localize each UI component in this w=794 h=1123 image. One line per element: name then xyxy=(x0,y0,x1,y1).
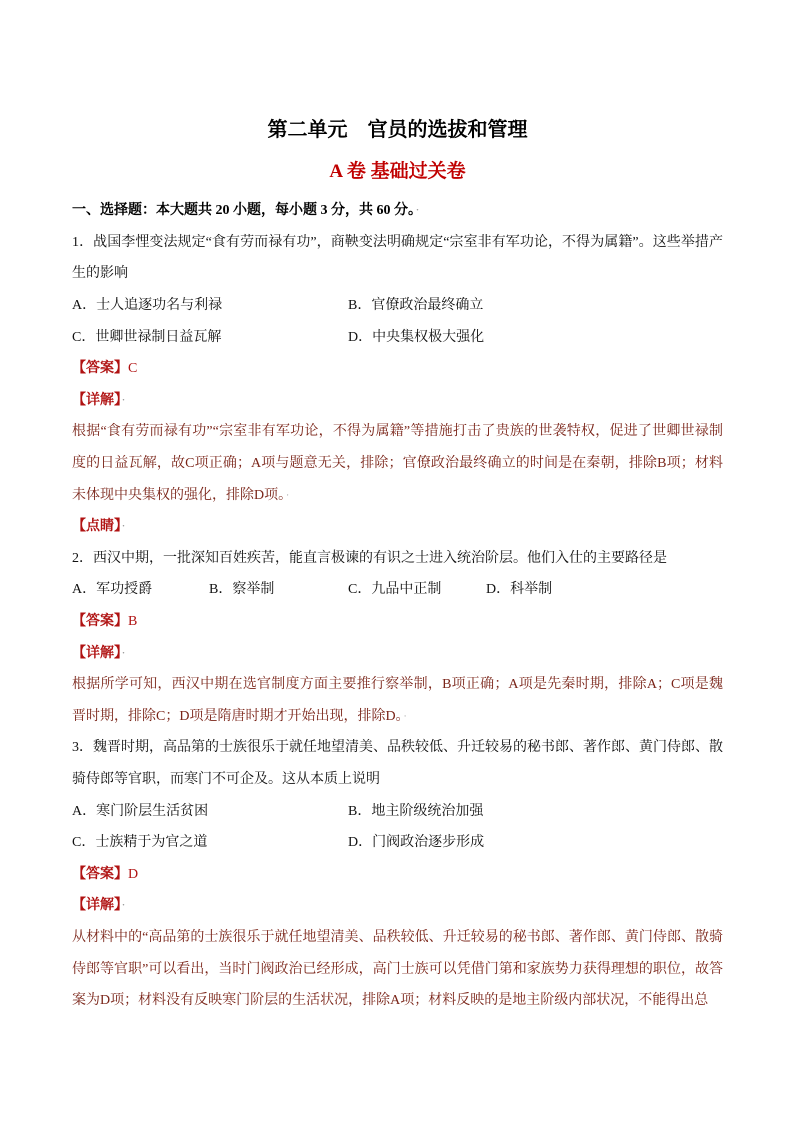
option-d: D．科举制 xyxy=(486,582,553,598)
answer-line xyxy=(72,859,723,891)
question-3 xyxy=(72,732,723,1016)
option-c: C．九品中正制 xyxy=(348,582,442,598)
option-b: B．地主阶级统治加强 xyxy=(348,803,484,819)
detail-label: 【详解】 · xyxy=(72,898,125,913)
option-d: D．门阀政治逐步形成 xyxy=(348,835,485,851)
options-row xyxy=(72,290,723,322)
detail-label-line xyxy=(72,890,723,922)
detail-label-line xyxy=(72,385,723,417)
answer-label: 【答案】 xyxy=(72,361,128,377)
page-title: 第二单元 官员的选拔和管理 xyxy=(267,119,528,141)
options-row xyxy=(72,796,723,828)
question-stem: 3．魏晋时期，高品第的士族很乐于就任地望清美、品秩较低、升迁较易的秘书郎、著作郎、黄门侍郎、散骑侍郎等官职，而寒门不可企及。这从本质上说明 xyxy=(72,740,723,787)
question-stem: 1．战国李悝变法规定“食有劳而禄有功”，商鞅变法明确规定“宗室非有军功论，不得为属籍”。这些举措产生的影响 xyxy=(72,234,723,282)
option-a: A．寒门阶层生活贫困 xyxy=(72,803,209,819)
question-1 xyxy=(72,227,723,543)
options-row xyxy=(72,322,723,354)
tip-label-line xyxy=(72,511,723,543)
answer-line xyxy=(72,606,723,638)
option-c: C．士族精于为官之道 xyxy=(72,835,208,851)
answer-label: 【答案】 xyxy=(72,866,128,882)
options-row xyxy=(72,827,723,859)
options-row xyxy=(72,574,723,606)
tip-label: 【点睛】 · xyxy=(72,519,125,534)
detail-label-line xyxy=(72,638,723,670)
option-a: A．士人追逐功名与利禄 xyxy=(72,297,223,313)
detail-text: 从材料中的“高品第的士族很乐于就任地望清美、品秩较低、升迁较易的秘书郎、著作郎、黄门侍郎、散骑侍郎等官职”可以看出，当时门阀政治已经形成，高门士族可以凭借门第和家族势力获得理想的职位，故答案为D项；材料没有反映寒门阶层的生活状况，排除A项；材料反映的是地主阶级内部状况，不能得出总 xyxy=(72,929,723,1009)
page-content xyxy=(72,0,723,1017)
answer-value: D xyxy=(128,866,139,882)
answer-label: 【答案】 xyxy=(72,613,128,629)
detail-label: 【详解】 · xyxy=(72,393,125,408)
answer-value: C xyxy=(128,361,138,377)
option-d: D．中央集权极大强化 xyxy=(348,329,485,345)
detail-label: 【详解】 · xyxy=(72,646,125,661)
option-b: B．官僚政治最终确立 xyxy=(348,297,484,313)
answer-line xyxy=(72,353,723,385)
question-2 xyxy=(72,543,723,733)
question-stem: 2．西汉中期，一批深知百姓疾苦，能直言极谏的有识之士进入统治阶层。他们入仕的主要路径是 xyxy=(72,550,667,566)
option-a: A．军功授爵 xyxy=(72,582,153,598)
answer-value: B xyxy=(128,613,138,629)
option-c: C．世卿世禄制日益瓦解 xyxy=(72,329,222,345)
section-heading: 一、选择题：本大题共 20 小题，每小题 3 分，共 60 分。 · xyxy=(72,195,723,227)
page-subtitle: A 卷 基础过关卷 xyxy=(329,161,466,182)
option-b: B．察举制 xyxy=(209,582,275,598)
detail-text: 根据“食有劳而禄有功”“宗室非有军功论，不得为属籍”等措施打击了贵族的世袭特权，促进了世卿世禄制度的日益瓦解，故C项正确；A项与题意无关，排除；官僚政治最终确立的时间是在秦朝，排除B项；材料未体现中央集权的强化，排除D项。 · xyxy=(72,416,723,511)
detail-text: 根据所学可知，西汉中期在选官制度方面主要推行察举制，B项正确；A项是先秦时期，排除A；C项是魏晋时期，排除C；D项是隋唐时期才开始出现，排除D。 · xyxy=(72,669,723,732)
